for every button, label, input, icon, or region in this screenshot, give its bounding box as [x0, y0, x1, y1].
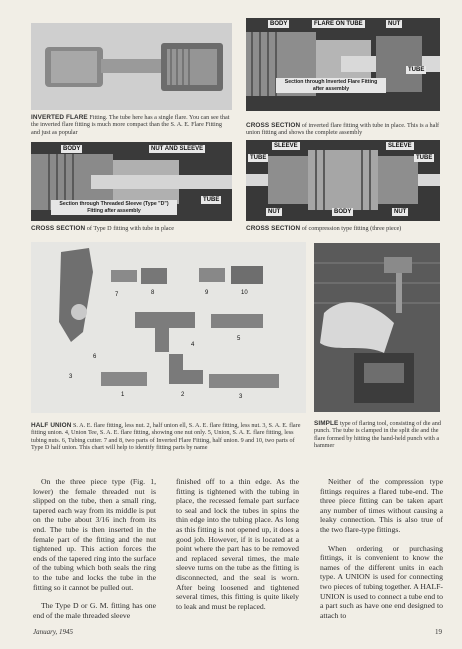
label-tube: TUBE — [203, 197, 220, 203]
label-nut: NUT — [388, 21, 401, 27]
paragraph: finished off to a thin edge. As the fitting is tightened with the tubing in place, the recessed female part surface to seal and lock the tubes in spins the thin edge into the tubing place. As long as this fitting is not opened up, it does a good job. However, if it is located at a point where the part has to be removed and replaced several times, the male sleeve turns on the tube as the fitting is disconnected, and the seal is worn. After being loosened and tightened several times, this fitting is quite likely to leak and must be replaced. — [176, 477, 299, 611]
compression-cross-section — [246, 140, 440, 221]
label-sleeve-right: SLEEVE — [388, 143, 412, 149]
fig1-caption: INVERTED FLARE Fitting. The tube here has a single flare. You can see that the inverted flare fitting is much more compact than the S. A. E. Flare Fitting and just as popular — [31, 114, 230, 136]
part-number: 7 — [115, 292, 119, 298]
part-number: 3 — [239, 394, 243, 400]
fig2-caption: CROSS SECTION of inverted flare fitting with tube in place. This is a half union fitting and shows the complete assembly — [246, 122, 440, 137]
body-column-2 — [176, 477, 299, 611]
fig6-caption: SIMPLE type of flaring tool, consisting of die and punch. The tube is clamped in the split die and the flare formed by hitting the hand-held punch with a hammer — [314, 420, 441, 450]
paragraph: The Type D or G. M. fitting has one end of the male threaded sleeve — [33, 601, 156, 620]
label-nut-and-sleeve: NUT AND SLEEVE — [151, 146, 204, 152]
label-body: BODY — [270, 21, 288, 27]
page-number: 19 — [435, 628, 442, 636]
inverted-flare-photo — [31, 23, 232, 110]
flaring-tool-photo — [314, 243, 440, 412]
label-tube-left: TUBE — [250, 155, 267, 161]
label-nut-right: NUT — [394, 209, 407, 215]
part-number: 4 — [191, 342, 195, 348]
fig5-caption: HALF UNION S. A. E. flare fitting, less nut. 2, half union ell, S. A. E. flare fitting, less nut. 3, S. A. E. flare fitting union. 4, Union Tee, S. A. E. flare fitting, showing one nut only. 5, Union, S. A. E. flare fitting, less tubing nuts. 6, Tubing cutter. 7 and 8, two parts of Inverted Flare Fitting, half union. 9 and 10, two parts of Type D half union. This chart will help to identify fitting parts by name — [31, 422, 301, 452]
paragraph: On the three piece type (Fig. 1, lower) the female threaded nut is slipped on the tube, then a small ring, tapered each way from its middle is put on the tube about 3/16 inch from its end. The tube is then inserted in the female part of the fitting and the nut tightened up. This action forces the ends of the tapered ring into the surface of the tubing which both seals the ring to the tube and locks the tube in the fitting so it cannot be pulled out. — [33, 477, 156, 592]
label-tube-right: TUBE — [416, 155, 433, 161]
fittings-identification-photo — [31, 242, 306, 413]
inverted-flare-illustration — [31, 23, 232, 110]
label-flare-on-tube: FLARE ON TUBE — [314, 21, 363, 27]
inverted-flare-cross-section — [246, 18, 440, 111]
type-d-cross-section — [31, 142, 232, 221]
label-body: BODY — [334, 209, 352, 215]
fig3-caption: CROSS SECTION of Type D fitting with tube in place — [31, 225, 175, 232]
part-number: 2 — [181, 392, 185, 398]
fig4-caption: CROSS SECTION of compression type fitting (three piece) — [246, 225, 402, 232]
body-column-3 — [320, 477, 443, 620]
label-body: BODY — [63, 146, 81, 152]
part-number: 1 — [121, 392, 125, 398]
inset-label: Section through Threaded Sleeve (Type "D") Fitting after assembly — [51, 200, 177, 215]
issue-date: January, 1945 — [33, 628, 74, 636]
part-number: 9 — [205, 290, 209, 296]
inset-label: Section through Inverted Flare Fitting after assembly — [276, 78, 386, 93]
body-column-1 — [33, 477, 156, 620]
label-sleeve-left: SLEEVE — [274, 143, 298, 149]
label-nut-left: NUT — [268, 209, 281, 215]
part-number: 10 — [241, 290, 248, 296]
part-number: 6 — [93, 354, 97, 360]
label-tube: TUBE — [408, 67, 425, 73]
part-number: 3 — [69, 374, 73, 380]
part-number: 8 — [151, 290, 155, 296]
paragraph: When ordering or purchasing fittings, it is convenient to know the names of the different units in each type. A UNION is used for connecting two pieces of tubing together. A HALF-UNION is used to connect a tube end to a part such as have one end designed to attach to — [320, 543, 443, 620]
part-number: 5 — [237, 336, 241, 342]
paragraph: Neither of the compression type fittings requires a flared tube-end. The three piece fitting can be taken apart any number of times without causing a leaky connection. This is also true of the two flare-type fittings. — [320, 477, 443, 534]
